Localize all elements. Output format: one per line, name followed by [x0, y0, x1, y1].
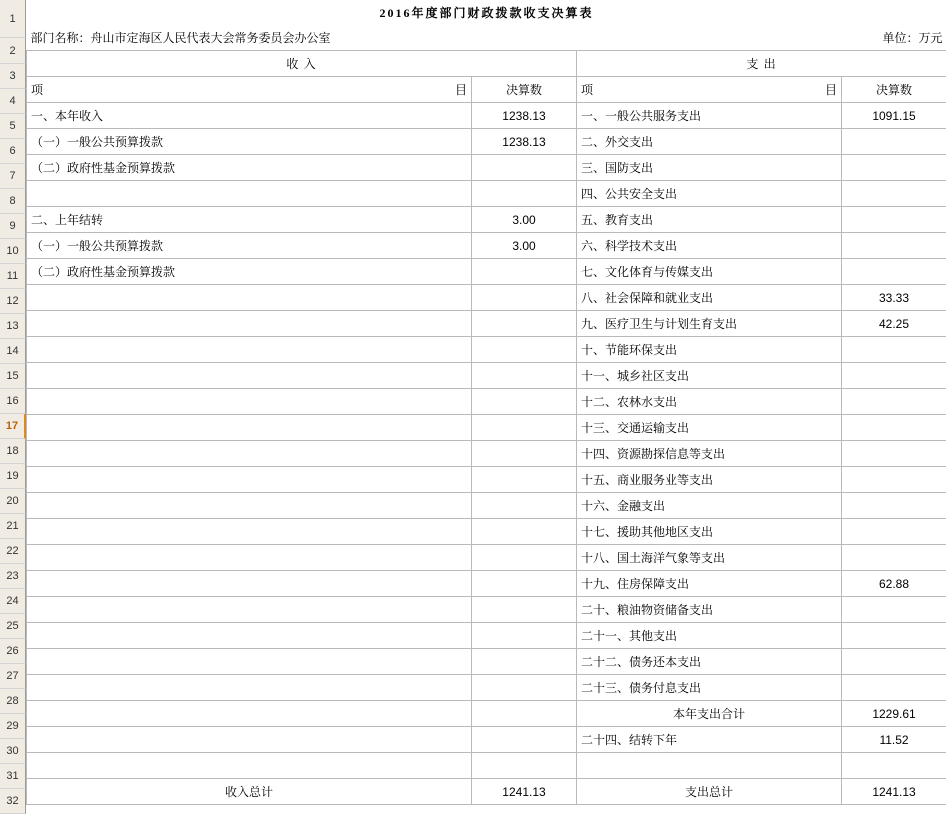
table-row — [27, 597, 946, 623]
expense-amount[interactable]: 1091.15 — [842, 103, 946, 129]
expense-item[interactable]: 十一、城乡社区支出 — [577, 363, 842, 389]
row-header-21[interactable]: 21 — [0, 514, 26, 539]
income-amount[interactable]: 3.00 — [472, 207, 577, 233]
table-row — [27, 155, 946, 181]
income-amount[interactable] — [472, 597, 577, 623]
income-item[interactable]: 一、本年收入 — [27, 103, 472, 129]
expense-item[interactable]: 九、医疗卫生与计划生育支出 — [577, 311, 842, 337]
expense-item[interactable]: 五、教育支出 — [577, 207, 842, 233]
income-amount[interactable] — [472, 337, 577, 363]
expense-item[interactable]: 四、公共安全支出 — [577, 181, 842, 207]
income-amount[interactable] — [472, 727, 577, 753]
expense-item[interactable]: 十四、资源勘探信息等支出 — [577, 441, 842, 467]
row-header-25[interactable]: 25 — [0, 614, 26, 639]
income-item[interactable] — [27, 389, 472, 415]
row-header-14[interactable]: 14 — [0, 339, 26, 364]
expense-item[interactable]: 二十二、债务还本支出 — [577, 649, 842, 675]
expense-amount[interactable] — [842, 753, 946, 779]
row-header-17[interactable]: 17 — [0, 414, 26, 439]
income-item-header: 项 目 — [27, 77, 472, 103]
expense-amount[interactable] — [842, 155, 946, 181]
income-item[interactable]: （一）一般公共预算拨款 — [27, 233, 472, 259]
income-item[interactable] — [27, 415, 472, 441]
row-header-11[interactable]: 11 — [0, 264, 26, 289]
income-amount[interactable] — [472, 493, 577, 519]
expense-total-label[interactable]: 支出总计 — [577, 779, 842, 805]
expense-item[interactable]: 八、社会保障和就业支出 — [577, 285, 842, 311]
row-header-28[interactable]: 28 — [0, 689, 26, 714]
table-row — [27, 675, 946, 701]
expense-amount[interactable] — [842, 467, 946, 493]
expense-item[interactable]: 三、国防支出 — [577, 155, 842, 181]
row-header-19[interactable]: 19 — [0, 464, 26, 489]
expense-section-header: 支 出 — [577, 51, 946, 77]
income-item[interactable] — [27, 337, 472, 363]
table-row — [27, 389, 946, 415]
row-header-27[interactable]: 27 — [0, 664, 26, 689]
table-row-subtotal — [27, 701, 946, 727]
expense-item[interactable]: 十九、住房保障支出 — [577, 571, 842, 597]
income-amount[interactable] — [472, 441, 577, 467]
expense-item[interactable]: 二十、粮油物资储备支出 — [577, 597, 842, 623]
row-header-23[interactable]: 23 — [0, 564, 26, 589]
table-row — [27, 103, 946, 129]
income-amount[interactable] — [472, 545, 577, 571]
expense-amount[interactable] — [842, 675, 946, 701]
income-item[interactable] — [27, 675, 472, 701]
expense-item[interactable]: 六、科学技术支出 — [577, 233, 842, 259]
expense-item[interactable]: 十七、援助其他地区支出 — [577, 519, 842, 545]
income-item[interactable] — [27, 597, 472, 623]
income-total-label[interactable]: 收入总计 — [27, 779, 472, 805]
expense-amount[interactable] — [842, 337, 946, 363]
info-row — [27, 25, 946, 51]
income-item[interactable] — [27, 753, 472, 779]
row-header-4[interactable]: 4 — [0, 89, 26, 114]
income-item[interactable] — [27, 493, 472, 519]
table-row — [27, 337, 946, 363]
expense-item[interactable]: 十六、金融支出 — [577, 493, 842, 519]
income-amount[interactable] — [472, 519, 577, 545]
expense-item[interactable]: 二、外交支出 — [577, 129, 842, 155]
table-row — [27, 285, 946, 311]
table-row — [27, 545, 946, 571]
income-amount[interactable] — [472, 389, 577, 415]
expense-amount[interactable]: 33.33 — [842, 285, 946, 311]
expense-amount[interactable] — [842, 441, 946, 467]
unit-label: 单位：万元 — [882, 31, 943, 45]
row-header-15[interactable]: 15 — [0, 364, 26, 389]
row-header-20[interactable]: 20 — [0, 489, 26, 514]
income-amount[interactable] — [472, 571, 577, 597]
expense-item[interactable]: 十、节能环保支出 — [577, 337, 842, 363]
expense-item[interactable]: 十五、商业服务业等支出 — [577, 467, 842, 493]
income-item[interactable] — [27, 701, 472, 727]
row-header-5[interactable]: 5 — [0, 114, 26, 139]
expense-item[interactable] — [577, 753, 842, 779]
row-header-31[interactable]: 31 — [0, 764, 26, 789]
income-amount[interactable] — [472, 753, 577, 779]
row-header-6[interactable]: 6 — [0, 139, 26, 164]
income-item[interactable] — [27, 623, 472, 649]
income-amount[interactable] — [472, 467, 577, 493]
expense-item[interactable]: 十二、农林水支出 — [577, 389, 842, 415]
income-amount[interactable] — [472, 181, 577, 207]
expense-subtotal-amount[interactable]: 1229.61 — [842, 701, 946, 727]
income-amount[interactable] — [472, 363, 577, 389]
row-header-16[interactable]: 16 — [0, 389, 26, 414]
column-header-row — [27, 77, 946, 103]
expense-amount[interactable] — [842, 181, 946, 207]
expense-amount[interactable] — [842, 519, 946, 545]
row-header-9[interactable]: 9 — [0, 214, 26, 239]
expense-amount[interactable]: 11.52 — [842, 727, 946, 753]
expense-amount[interactable] — [842, 623, 946, 649]
row-header-10[interactable]: 10 — [0, 239, 26, 264]
income-amount[interactable] — [472, 675, 577, 701]
table-row — [27, 727, 946, 753]
table-row — [27, 623, 946, 649]
row-header-8[interactable]: 8 — [0, 189, 26, 214]
table-row — [27, 363, 946, 389]
table-row — [27, 519, 946, 545]
financial-table — [26, 0, 946, 805]
income-amount[interactable] — [472, 623, 577, 649]
row-header-32[interactable]: 32 — [0, 789, 26, 814]
expense-amount[interactable] — [842, 259, 946, 285]
expense-amount[interactable] — [842, 129, 946, 155]
expense-amount[interactable] — [842, 233, 946, 259]
income-amount[interactable] — [472, 285, 577, 311]
income-amount[interactable] — [472, 649, 577, 675]
expense-amount[interactable] — [842, 649, 946, 675]
title-row — [27, 0, 946, 25]
table-row — [27, 207, 946, 233]
row-header-18[interactable]: 18 — [0, 439, 26, 464]
expense-total-amount[interactable]: 1241.13 — [842, 779, 946, 805]
income-item[interactable] — [27, 363, 472, 389]
row-header-29[interactable]: 29 — [0, 714, 26, 739]
expense-amount[interactable] — [842, 207, 946, 233]
section-header-row — [27, 51, 946, 77]
table-row — [27, 259, 946, 285]
income-item[interactable]: （一）一般公共预算拨款 — [27, 129, 472, 155]
income-amount[interactable] — [472, 259, 577, 285]
income-item[interactable]: （二）政府性基金预算拨款 — [27, 259, 472, 285]
income-amount[interactable] — [472, 415, 577, 441]
expense-amount-header: 决算数 — [842, 77, 946, 103]
expense-subtotal-label[interactable]: 本年支出合计 — [577, 701, 842, 727]
income-amount[interactable]: 1238.13 — [472, 129, 577, 155]
row-header-12[interactable]: 12 — [0, 289, 26, 314]
sheet-content — [26, 0, 946, 814]
income-total-amount[interactable]: 1241.13 — [472, 779, 577, 805]
income-item[interactable] — [27, 285, 472, 311]
income-item[interactable]: （二）政府性基金预算拨款 — [27, 155, 472, 181]
income-item[interactable] — [27, 311, 472, 337]
row-header-30[interactable]: 30 — [0, 739, 26, 764]
row-header-7[interactable]: 7 — [0, 164, 26, 189]
income-item[interactable]: 二、上年结转 — [27, 207, 472, 233]
page-title: 2016年度部门财政拨款收支决算表 — [379, 6, 594, 20]
table-row — [27, 467, 946, 493]
income-amount[interactable] — [472, 311, 577, 337]
table-row — [27, 415, 946, 441]
expense-amount[interactable]: 62.88 — [842, 571, 946, 597]
income-amount[interactable]: 1238.13 — [472, 103, 577, 129]
row-header-1[interactable]: 1 — [0, 0, 26, 38]
expense-amount[interactable] — [842, 389, 946, 415]
expense-item[interactable]: 二十三、债务付息支出 — [577, 675, 842, 701]
income-amount-header: 决算数 — [472, 77, 577, 103]
income-item[interactable] — [27, 727, 472, 753]
department-name: 部门名称：舟山市定海区人民代表大会常务委员会办公室 — [30, 31, 331, 45]
table-row — [27, 441, 946, 467]
expense-item[interactable]: 二十一、其他支出 — [577, 623, 842, 649]
row-header-22[interactable]: 22 — [0, 539, 26, 564]
row-header-2[interactable]: 2 — [0, 38, 26, 64]
expense-item[interactable]: 一、一般公共服务支出 — [577, 103, 842, 129]
row-header-3[interactable]: 3 — [0, 64, 26, 89]
expense-amount[interactable] — [842, 597, 946, 623]
expense-item[interactable]: 十三、交通运输支出 — [577, 415, 842, 441]
expense-item[interactable]: 二十四、结转下年 — [577, 727, 842, 753]
expense-amount[interactable] — [842, 415, 946, 441]
table-row — [27, 233, 946, 259]
income-item[interactable] — [27, 467, 472, 493]
table-row — [27, 571, 946, 597]
table-row — [27, 649, 946, 675]
income-item[interactable] — [27, 519, 472, 545]
expense-item[interactable]: 十八、国土海洋气象等支出 — [577, 545, 842, 571]
row-header-26[interactable]: 26 — [0, 639, 26, 664]
income-item[interactable] — [27, 649, 472, 675]
income-amount[interactable] — [472, 701, 577, 727]
row-header-13[interactable]: 13 — [0, 314, 26, 339]
table-row — [27, 129, 946, 155]
income-item[interactable] — [27, 441, 472, 467]
expense-amount[interactable] — [842, 545, 946, 571]
row-header-24[interactable]: 24 — [0, 589, 26, 614]
expense-amount[interactable] — [842, 363, 946, 389]
income-amount[interactable] — [472, 155, 577, 181]
table-row-total — [27, 779, 946, 805]
income-item[interactable] — [27, 571, 472, 597]
table-row — [27, 181, 946, 207]
expense-item-header: 项 目 — [577, 77, 842, 103]
income-item[interactable] — [27, 545, 472, 571]
income-section-header: 收 入 — [27, 51, 577, 77]
row-header-column — [0, 0, 26, 814]
table-row — [27, 753, 946, 779]
expense-item[interactable]: 七、文化体育与传媒支出 — [577, 259, 842, 285]
table-row — [27, 311, 946, 337]
expense-amount[interactable] — [842, 493, 946, 519]
income-amount[interactable]: 3.00 — [472, 233, 577, 259]
table-row — [27, 493, 946, 519]
expense-amount[interactable]: 42.25 — [842, 311, 946, 337]
income-item[interactable] — [27, 181, 472, 207]
